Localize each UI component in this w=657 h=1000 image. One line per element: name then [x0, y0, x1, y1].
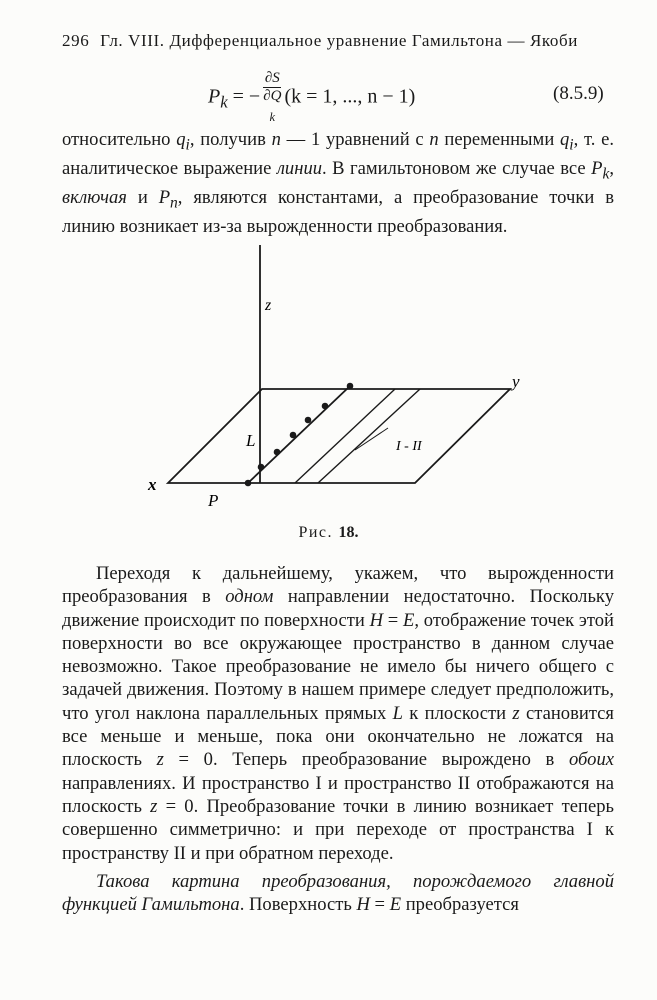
label-x: x — [148, 475, 157, 494]
eq-denominator: ∂Q — [263, 88, 282, 104]
figure-18 — [140, 240, 540, 515]
running-header — [62, 31, 614, 51]
p2-z-3: z — [150, 795, 158, 817]
p1-text-3: — 1 уравнений с — [280, 129, 430, 150]
p1-k: k — [602, 165, 610, 183]
label-P: P — [208, 491, 219, 510]
p1-text-8: и — [126, 187, 159, 209]
p2-zero-2: = 0 — [157, 795, 194, 817]
p1-text-1: относительно — [62, 129, 177, 150]
p1-P-2: P — [158, 187, 171, 209]
p1-n-2: n — [429, 129, 439, 150]
region-pointer — [355, 428, 388, 450]
eq-lhs: P — [208, 85, 221, 108]
p1-text-6: . В гамильтоновом же случае все — [322, 158, 592, 180]
p3-E: E — [389, 894, 402, 916]
p1-q: q — [176, 129, 186, 150]
p1-i-2: i — [569, 136, 574, 154]
p2-text-1: Переходя к дальнейшему, укажем, что вырожденности преобразования в — [62, 563, 614, 608]
eq-lhs-sub: k — [220, 92, 228, 112]
p1-text-5: , т. е. аналитическое выражение — [62, 129, 614, 180]
p2-one: одном — [225, 586, 274, 608]
eq-fraction — [263, 70, 281, 126]
label-z: z — [265, 297, 272, 314]
figure-caption — [0, 524, 657, 542]
p1-text-2: , получив — [189, 129, 272, 150]
caption-number: 18. — [338, 524, 359, 541]
page-number: 296 — [62, 31, 90, 50]
plane-xy — [168, 389, 510, 483]
p1-text-9: , являются константами, а преобразование точки в линию возникает из-за вырожденности преобразования. — [62, 187, 614, 238]
point-L-3 — [290, 432, 297, 439]
p2-text-2: направлении недостаточно. Поскольку движение происходит по поверхности — [62, 586, 614, 631]
p1-text-7: , — [609, 158, 614, 180]
parallel-line-1 — [295, 389, 395, 483]
eq-numerator: ∂S — [264, 70, 280, 86]
p2-zero: = 0 — [163, 749, 213, 771]
label-y: y — [512, 372, 520, 391]
p2-text-4: к плоскости — [402, 702, 513, 724]
p3-text-1: . Поверхность — [239, 894, 357, 916]
p2-H: H — [369, 609, 384, 631]
p2-text-6: . Теперь преобразование вырождено в — [212, 749, 569, 771]
p1-q-2: q — [560, 129, 570, 150]
p1-P: P — [591, 158, 603, 180]
p1-n: n — [271, 129, 281, 150]
point-P — [245, 480, 252, 487]
point-L-5 — [322, 403, 329, 410]
eq-denominator-sub: k — [269, 110, 276, 124]
p2-z-2: z — [156, 749, 164, 771]
p1-i: i — [185, 136, 190, 154]
p3-italic: Такова картина преобразования, порождаемого главной функцией Гамильтона — [62, 871, 614, 916]
chapter-title: Гл. VIII. Дифференциальное уравнение Гамильтона — Якоби — [100, 31, 578, 50]
eq-range: (k = 1, ..., n − 1) — [284, 85, 416, 108]
eq-sign: = − — [227, 85, 261, 108]
point-L-1 — [258, 464, 265, 471]
p2-z: z — [512, 702, 520, 724]
eq-denominator-wrap — [263, 88, 281, 126]
point-L-4 — [305, 417, 312, 424]
p1-line-word: линии — [276, 158, 323, 180]
caption-prefix: Рис. — [298, 524, 334, 541]
p3-H: H — [356, 894, 370, 916]
p1-text-4: переменными — [438, 129, 560, 150]
equation-number: (8.5.9) — [553, 83, 604, 104]
equation-8-5-9 — [208, 70, 415, 126]
paragraph-1 — [62, 128, 614, 238]
p2-text-3: , отображение точек этой поверхности во все окружающее пространство в данном случае невозможно. Такое преобразование не имело бы ничего общего с задачей движения. Поэтому в нашем примере следует предположить, что угол наклона параллельных прямых — [62, 609, 614, 724]
paragraph-3 — [62, 870, 614, 917]
p2-both: обоих — [568, 749, 614, 771]
p2-text-8: . Преобразование точки в линию возникает теперь совершенно симметрично: и при переходе от пространства I к пространству II и при обратном переходе. — [62, 795, 614, 864]
point-L-2 — [274, 449, 281, 456]
paragraph-2 — [62, 562, 614, 865]
p2-L: L — [392, 702, 403, 724]
p2-text-7: направлениях. И пространство I и пространство II отображаются на плоскость — [62, 772, 614, 817]
p3-eq: = — [369, 894, 390, 916]
point-L-6 — [347, 383, 354, 390]
p1-including: включая — [62, 187, 127, 209]
p3-text-2: преобразуется — [401, 894, 519, 916]
p2-E: E — [403, 609, 415, 631]
label-region: I - II — [396, 439, 422, 454]
p2-text-5: становится все меньше и меньше, пока они окончательно не ложатся на плоскость — [62, 702, 614, 771]
p1-n-sub: n — [170, 194, 178, 212]
label-L: L — [246, 431, 256, 450]
p2-eq: = — [383, 609, 404, 631]
